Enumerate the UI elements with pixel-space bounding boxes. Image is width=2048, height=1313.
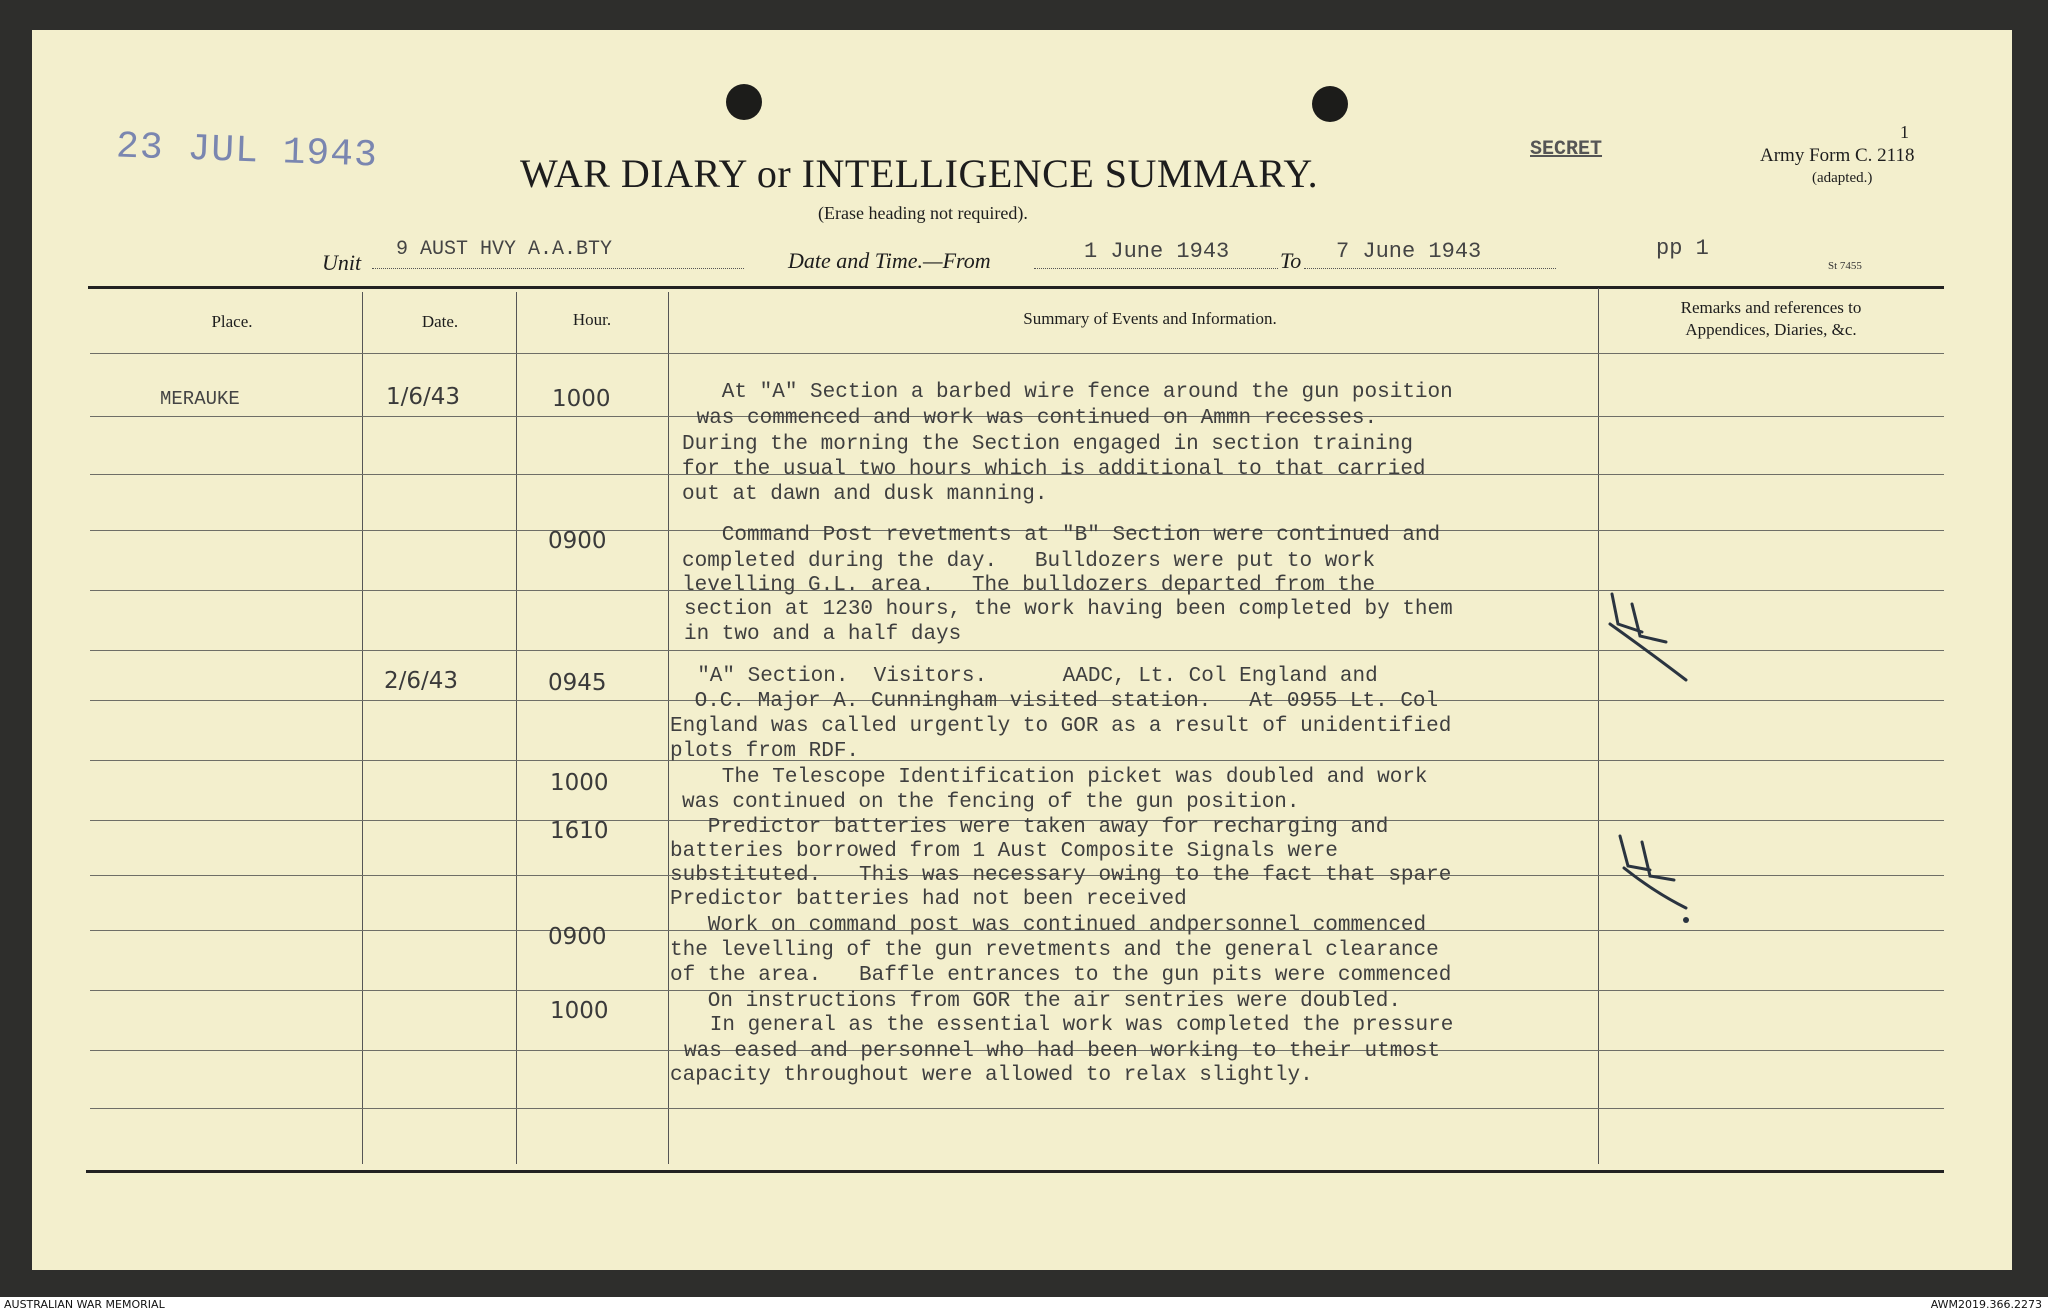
hour-entry: 1000 [550,998,609,1024]
summary-line: was eased and personnel who had been working to their utmost [684,1040,1441,1063]
punch-hole-right [1312,86,1348,122]
form-number: Army Form C. 2118 [1760,145,1915,166]
received-date-stamp: 23 JUL 1943 [115,125,379,178]
summary-line: Predictor batteries were taken away for recharging and [670,816,1389,839]
summary-line: was commenced and work was continued on Ammn recesses. [684,407,1378,430]
archive-name: AUSTRALIAN WAR MEMORIAL [4,1298,165,1311]
page-number: pp 1 [1656,236,1709,261]
archive-reference: AWM2019.366.2273 [1930,1298,2042,1311]
page-mark: 1 [1900,122,1909,142]
summary-line: Predictor batteries had not been received [670,888,1187,911]
summary-line: On instructions from GOR the air sentries were doubled. [670,990,1401,1013]
ruled-line [90,353,1944,354]
form-adapted-note: (adapted.) [1812,170,1873,186]
page-title: WAR DIARY or INTELLIGENCE SUMMARY. [520,151,1319,196]
summary-line: section at 1230 hours, the work having been completed by them [684,598,1453,621]
column-divider-hour [668,292,669,1164]
summary-line: for the usual two hours which is additional to that carried [682,458,1426,481]
table-top-rule [88,286,1944,289]
date-entry: 1/6/43 [386,384,461,410]
to-dotted-line [1304,268,1556,269]
archive-footer [0,1297,2048,1313]
hour-entry: 0945 [548,670,607,696]
from-dotted-line [1034,268,1278,269]
handwritten-initials-2 [1604,822,1714,932]
summary-line: out at dawn and dusk manning. [682,483,1048,506]
summary-line: During the morning the Section engaged in section training [682,433,1413,456]
to-date-value: 7 June 1943 [1336,239,1482,264]
column-header-place: Place. [211,312,253,331]
ruled-line [90,760,1944,761]
summary-line: was continued on the fencing of the gun position. [682,791,1300,814]
hour-entry: 0900 [548,528,607,554]
from-date-value: 1 June 1943 [1084,239,1230,264]
column-header-remarks-line-1: Remarks and references to [1680,298,1862,317]
summary-line: O.C. Major A. Cunningham visited station. At 0955 Lt. Col [682,690,1439,713]
hour-entry: 1000 [552,386,611,412]
summary-line: At "A" Section a barbed wire fence around the gun position [684,381,1453,404]
stock-number: St 7455 [1828,260,1862,272]
table-bottom-rule [86,1170,1944,1173]
scan-border-left [0,0,32,1297]
page-subtitle: (Erase heading not required). [818,203,1028,223]
summary-line: plots from RDF. [670,740,860,763]
date-entry: 2/6/43 [384,668,459,694]
secret-marking: SECRET [1530,138,1603,161]
hour-entry: 1610 [550,818,609,844]
summary-line: Command Post revetments at "B" Section were continued and [684,524,1441,547]
column-header-date: Date. [421,312,459,331]
column-divider-summary [1598,288,1599,1164]
unit-dotted-line [372,268,744,269]
column-header-summary: Summary of Events and Information. [1023,309,1277,328]
summary-line: "A" Section. Visitors. AADC, Lt. Col England and [672,665,1378,688]
column-divider-place [362,292,363,1164]
summary-line: the levelling of the gun revetments and the general clearance [670,939,1439,962]
column-header-hour: Hour. [572,310,612,329]
summary-line: In general as the essential work was completed the pressure [672,1014,1454,1037]
summary-line: in two and a half days [684,623,962,646]
summary-line: of the area. Baffle entrances to the gun pits were commenced [670,964,1452,987]
scan-border-top [0,0,2048,30]
handwritten-initials-1 [1592,584,1702,694]
punch-hole-left [726,84,762,120]
summary-line: Work on command post was continued andpersonnel commenced [670,914,1427,937]
place-entry: MERAUKE [160,388,240,410]
column-header-remarks-line-2: Appendices, Diaries, &c. [1685,320,1857,339]
summary-line: capacity throughout were allowed to relax slightly. [670,1064,1313,1087]
summary-line: England was called urgently to GOR as a result of unidentified [670,715,1452,738]
unit-value: 9 AUST HVY A.A.BTY [396,238,613,261]
summary-line: levelling G.L. area. The bulldozers departed from the [682,574,1376,597]
hour-entry: 1000 [550,770,609,796]
scan-border-bottom [0,1270,2048,1297]
column-divider-date [516,292,517,1164]
date-time-label: Date and Time.—From [788,248,991,273]
summary-line: batteries borrowed from 1 Aust Composite Signals were [670,840,1338,863]
ruled-line [90,1108,1944,1109]
summary-line: substituted. This was necessary owing to the fact that spare [670,864,1452,887]
summary-line: completed during the day. Bulldozers were put to work [682,550,1376,573]
unit-label: Unit [322,250,362,275]
to-label: To [1280,248,1302,273]
hour-entry: 0900 [548,924,607,950]
scan-border-right [2012,0,2048,1313]
summary-line: The Telescope Identification picket was doubled and work [684,766,1428,789]
